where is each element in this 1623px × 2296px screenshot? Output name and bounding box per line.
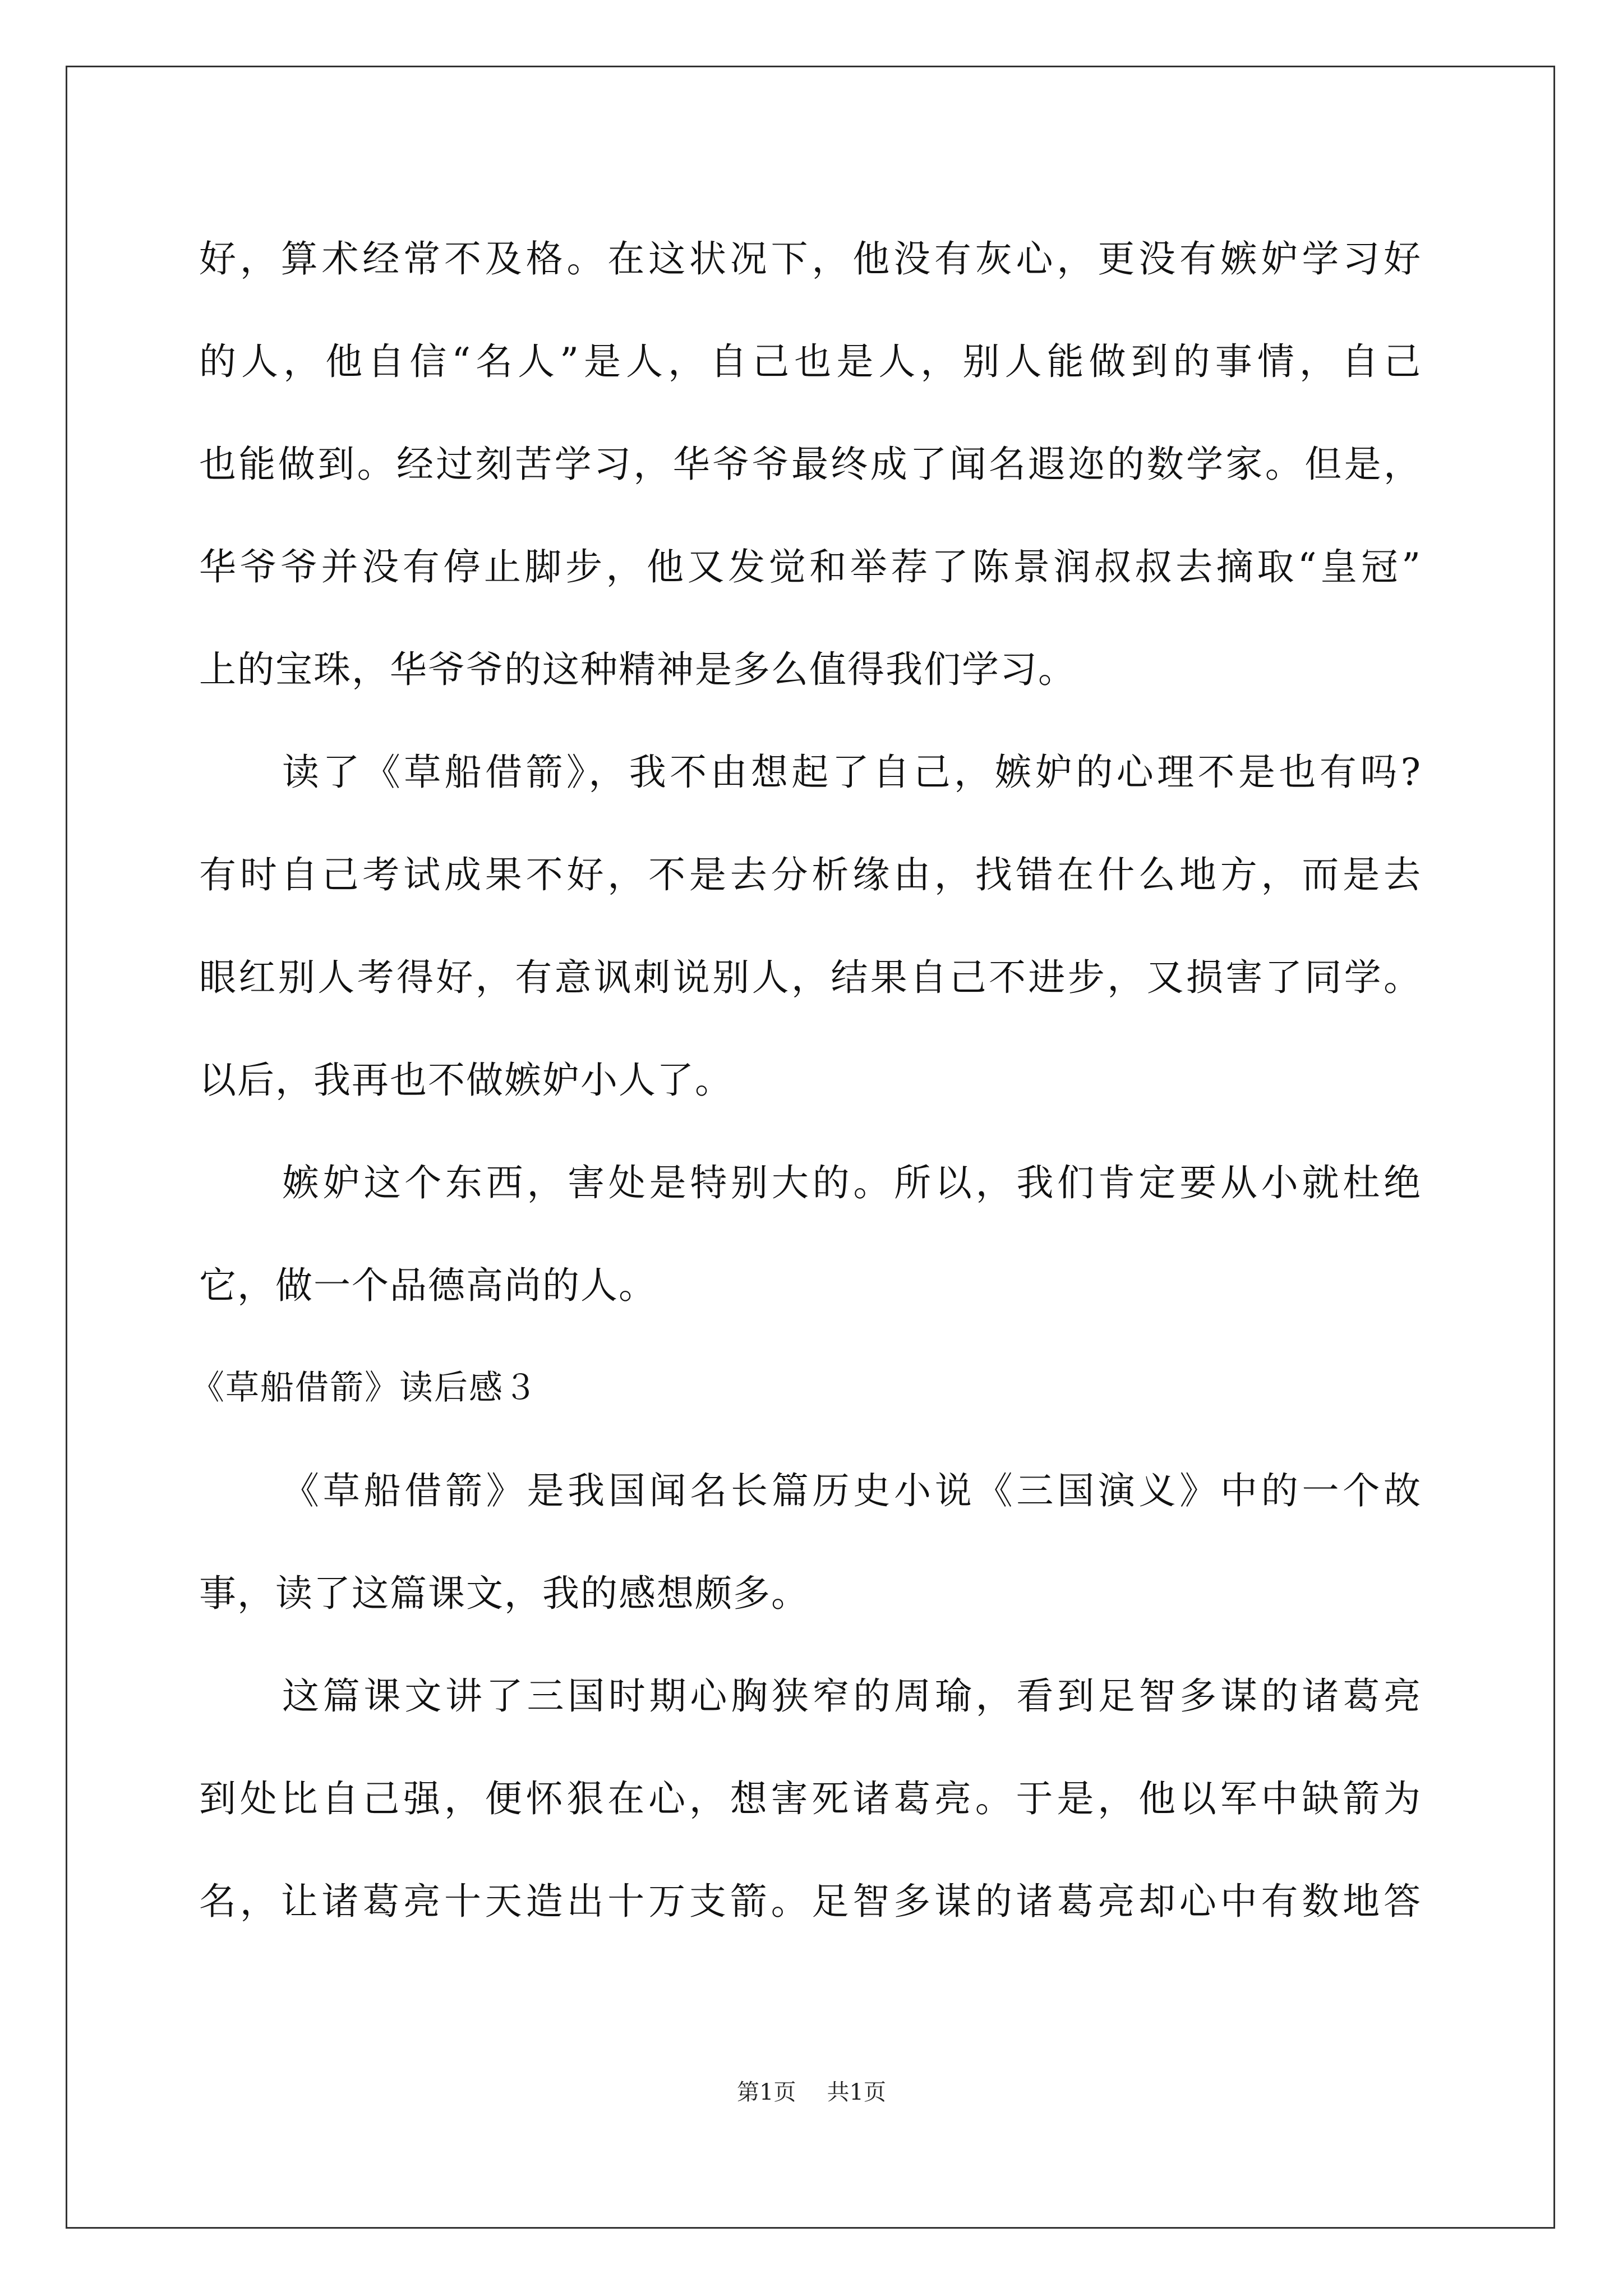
paragraph-start-line: 《草船借箭》是我国闻名长篇历史小说《三国演义》中的一个故 <box>282 1469 1422 1512</box>
text-line: 名，让诸葛亮十天造出十万支箭。足智多谋的诸葛亮却心中有数地答 <box>199 1880 1422 1923</box>
text-line: 以后，我再也不做嫉妒小人了。 <box>199 1059 733 1102</box>
text-line: 到处比自己强，便怀狠在心，想害死诸葛亮。于是，他以军中缺箭为 <box>199 1777 1422 1820</box>
text-line: 华爷爷并没有停止脚步，他又发觉和举荐了陈景润叔叔去摘取“皇冠” <box>199 545 1422 588</box>
paragraph-start-line: 这篇课文讲了三国时期心胸狭窄的周瑜，看到足智多谋的诸葛亮 <box>282 1674 1422 1718</box>
text-line: 事，读了这篇课文，我的感想颇多。 <box>199 1572 809 1615</box>
text-line: 有时自己考试成果不好，不是去分析缘由，找错在什么地方，而是去 <box>199 853 1422 896</box>
document-body <box>191 208 1422 1953</box>
text-line: 好，算术经常不及格。在这状况下，他没有灰心，更没有嫉妒学习好 <box>199 237 1422 280</box>
page-total: 共1页 <box>827 2079 886 2105</box>
text-line: 眼红别人考得好，有意讽刺说别人，结果自己不进步，又损害了同学。 <box>199 956 1422 999</box>
paragraph-start-line: 读了《草船借箭》，我不由想起了自己，嫉妒的心理不是也有吗? <box>282 751 1422 794</box>
text-line: 上的宝珠，华爷爷的这种精神是多么值得我们学习。 <box>199 648 1076 691</box>
paragraph-start-line: 嫉妒这个东西，害处是特别大的。所以，我们肯定要从小就杜绝 <box>282 1161 1422 1204</box>
text-line: 也能做到。经过刻苦学习，华爷爷最终成了闻名遐迩的数学家。但是， <box>199 443 1422 486</box>
section-heading: 《草船借箭》读后感３ <box>191 1368 538 1407</box>
text-line: 它，做一个品德高尚的人。 <box>199 1264 657 1307</box>
text-line: 的人，他自信“名人”是人，自己也是人，别人能做到的事情，自己 <box>199 340 1422 383</box>
page-number: 第1页 <box>737 2079 796 2105</box>
page-footer <box>0 2076 1623 2109</box>
